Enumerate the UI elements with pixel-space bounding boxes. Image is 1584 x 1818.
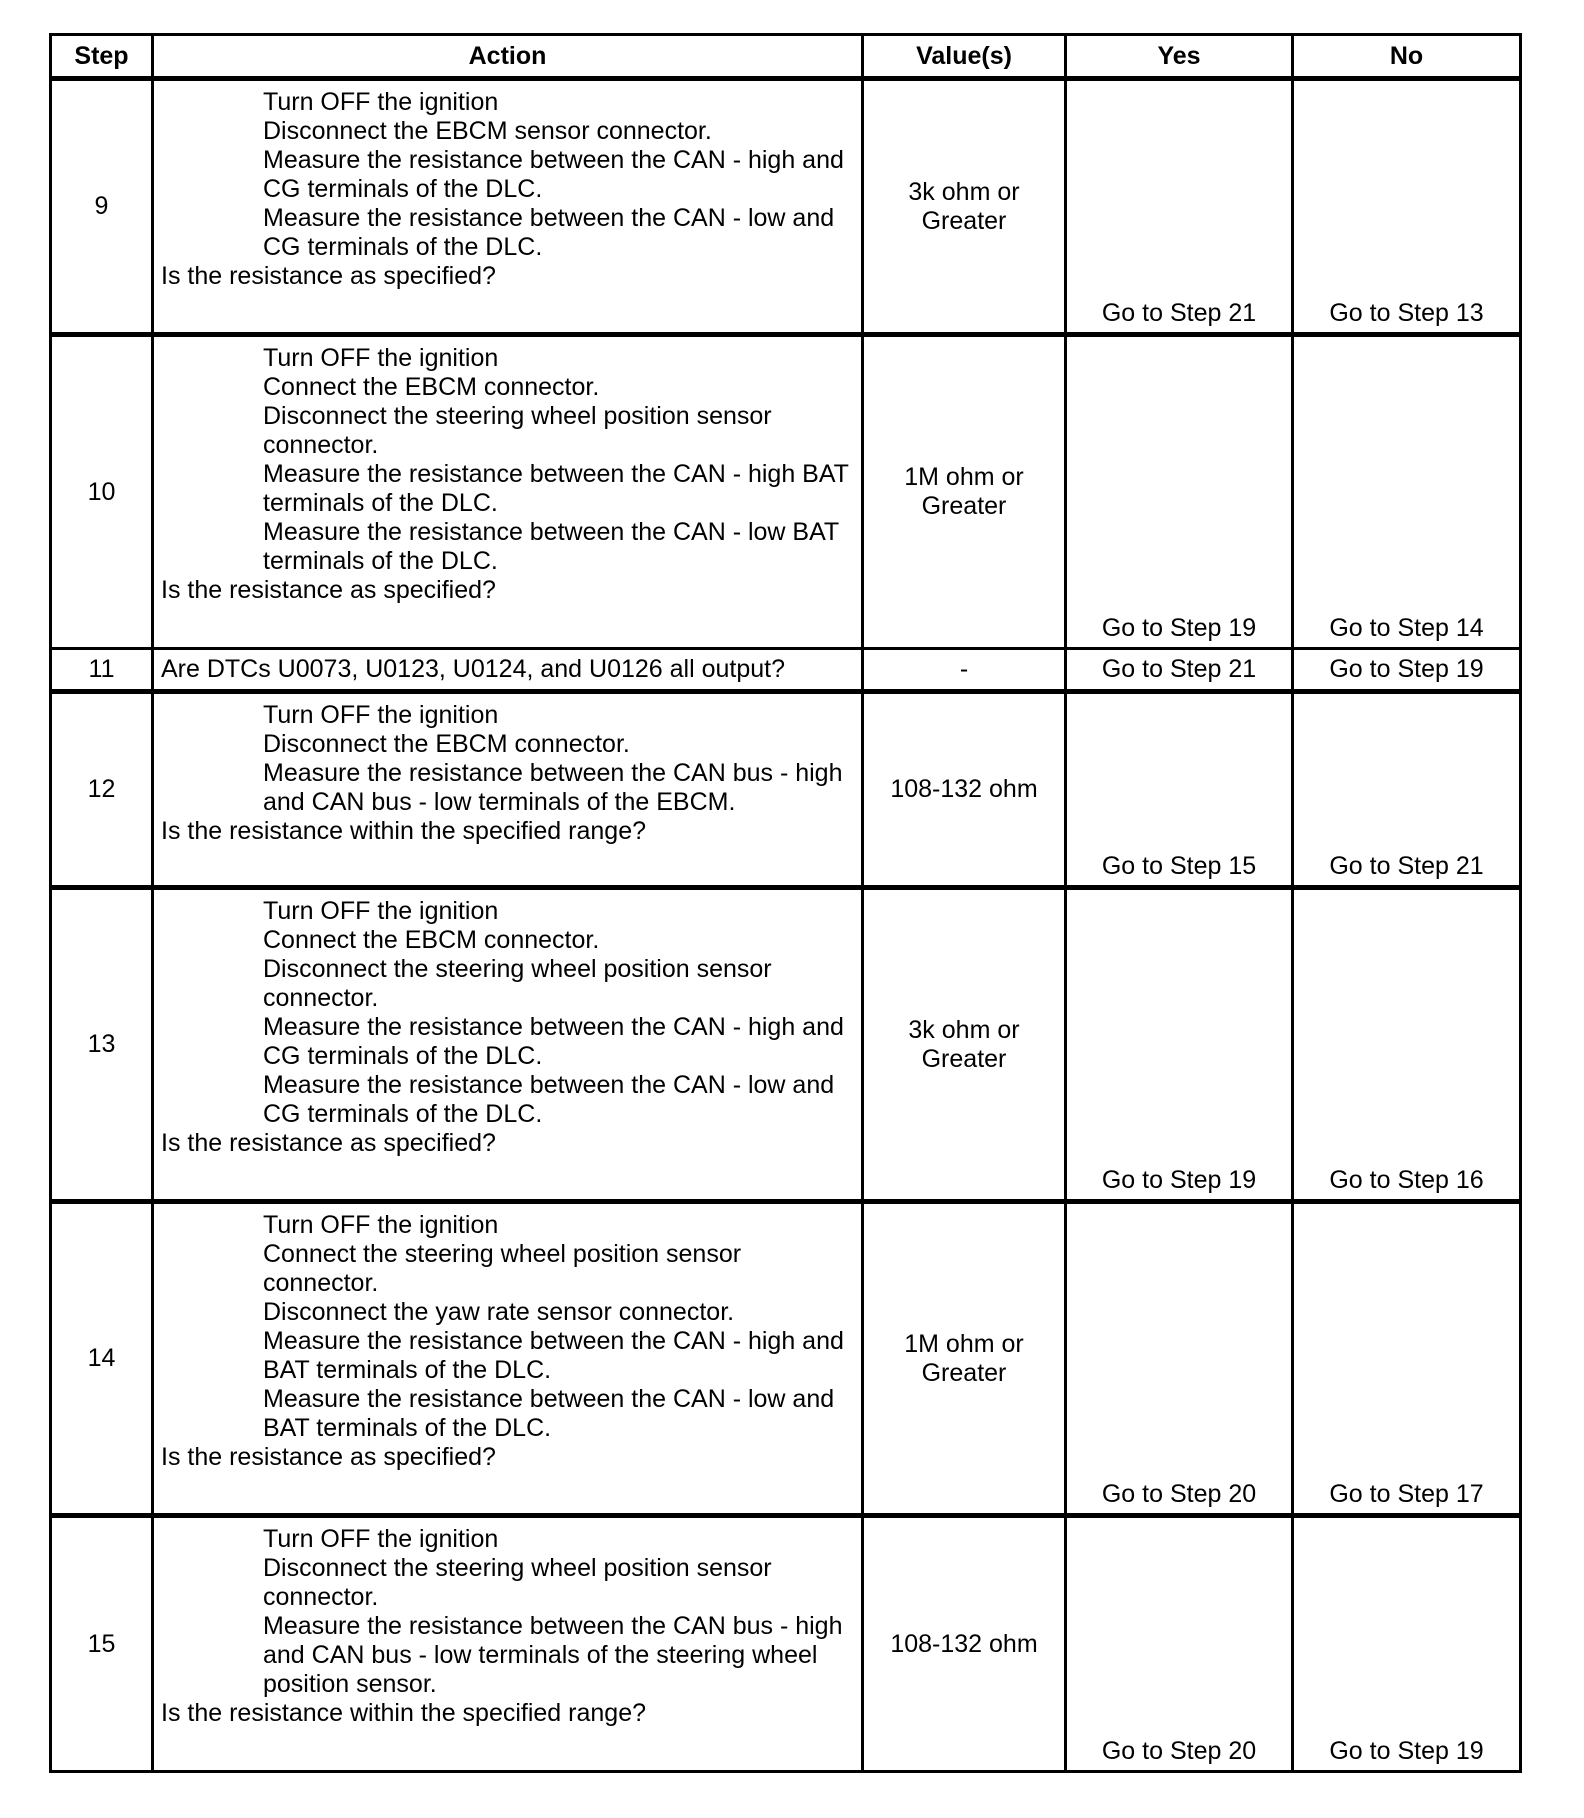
action-cell xyxy=(153,79,863,335)
yes-result: Go to Step 19 xyxy=(1066,335,1293,649)
value-line: 3k ohm or xyxy=(908,177,1020,206)
action-steps xyxy=(154,694,861,817)
header-action: Action xyxy=(153,35,863,79)
action-question: Is the resistance as specified? xyxy=(161,1443,496,1471)
value-line: Greater xyxy=(921,492,1007,520)
step-number: 12 xyxy=(51,692,153,888)
no-result: Go to Step 21 xyxy=(1293,692,1521,888)
action-steps xyxy=(154,890,861,1129)
diagnostic-table xyxy=(49,33,1522,1773)
value-line: Greater xyxy=(921,1044,1007,1073)
action-question: Is the resistance as specified? xyxy=(161,576,496,604)
action-question: Is the resistance as specified? xyxy=(161,1129,496,1157)
action-item: Disconnect the steering wheel position sensor connector. xyxy=(263,402,772,459)
header-row xyxy=(51,35,1521,79)
step-number: 9 xyxy=(51,79,153,335)
action-item: Turn OFF the ignition xyxy=(263,88,499,116)
header-no: No xyxy=(1293,35,1521,79)
action-steps xyxy=(154,1204,861,1443)
action-question: Is the resistance as specified? xyxy=(161,262,496,290)
action-item: Turn OFF the ignition xyxy=(263,1211,499,1239)
action-cell xyxy=(153,692,863,888)
action-item: Disconnect the EBCM sensor connector. xyxy=(263,117,712,145)
action-cell xyxy=(153,335,863,649)
yes-result: Go to Step 21 xyxy=(1066,79,1293,335)
action-question: Are DTCs U0073, U0123, U0124, and U0126 all output? xyxy=(153,649,863,692)
yes-result: Go to Step 20 xyxy=(1066,1516,1293,1772)
value-cell xyxy=(863,692,1066,888)
no-result: Go to Step 19 xyxy=(1293,1516,1521,1772)
step-number: 13 xyxy=(51,888,153,1202)
value-cell xyxy=(863,1202,1066,1516)
action-item: Measure the resistance between the CAN - low and BAT terminals of the DLC. xyxy=(263,1385,835,1442)
step-number: 11 xyxy=(51,649,153,692)
action-item: Measure the resistance between the CAN bus - high and CAN bus - low terminals of the steering wheel position sensor. xyxy=(263,1612,843,1698)
action-item: Connect the EBCM connector. xyxy=(263,926,600,954)
table-row xyxy=(51,79,1521,335)
action-item: Measure the resistance between the CAN - low BAT terminals of the DLC. xyxy=(263,518,839,575)
action-item: Disconnect the yaw rate sensor connector. xyxy=(263,1298,735,1326)
table-row xyxy=(51,649,1521,692)
action-item: Connect the steering wheel position sensor connector. xyxy=(263,1240,742,1297)
action-item: Measure the resistance between the CAN - low and CG terminals of the DLC. xyxy=(263,204,835,261)
action-steps xyxy=(154,1518,861,1699)
step-number: 15 xyxy=(51,1516,153,1772)
value-line: 3k ohm or xyxy=(908,1015,1020,1044)
action-item: Disconnect the steering wheel position sensor connector. xyxy=(263,1554,772,1611)
action-item: Connect the EBCM connector. xyxy=(263,373,600,401)
value-line: - xyxy=(959,655,969,683)
value-line: 108-132 ohm xyxy=(890,775,1038,803)
header-yes: Yes xyxy=(1066,35,1293,79)
action-item: Turn OFF the ignition xyxy=(263,1525,499,1553)
value-cell xyxy=(863,1516,1066,1772)
action-item: Disconnect the steering wheel position sensor connector. xyxy=(263,955,772,1012)
value-line: 1M ohm or xyxy=(904,1329,1024,1358)
yes-result: Go to Step 19 xyxy=(1066,888,1293,1202)
action-item: Measure the resistance between the CAN - high BAT terminals of the DLC. xyxy=(263,460,849,517)
action-cell xyxy=(153,1516,863,1772)
value-cell xyxy=(863,79,1066,335)
action-cell xyxy=(153,888,863,1202)
action-steps xyxy=(154,81,861,262)
action-item: Measure the resistance between the CAN - high and BAT terminals of the DLC. xyxy=(263,1327,844,1384)
table-row xyxy=(51,692,1521,888)
step-number: 14 xyxy=(51,1202,153,1516)
no-result: Go to Step 19 xyxy=(1293,649,1521,692)
action-item: Turn OFF the ignition xyxy=(263,344,499,372)
value-line: Greater xyxy=(921,1358,1007,1387)
action-steps xyxy=(154,337,861,576)
value-line: 108-132 ohm xyxy=(890,1629,1038,1658)
value-line: 1M ohm or xyxy=(904,463,1024,491)
value-line: Greater xyxy=(921,206,1007,235)
action-question: Is the resistance within the specified range? xyxy=(161,1699,646,1727)
action-cell xyxy=(153,1202,863,1516)
action-item: Turn OFF the ignition xyxy=(263,897,499,925)
value-cell xyxy=(863,649,1066,692)
action-item: Measure the resistance between the CAN - low and CG terminals of the DLC. xyxy=(263,1071,835,1128)
value-cell xyxy=(863,335,1066,649)
no-result: Go to Step 17 xyxy=(1293,1202,1521,1516)
table-row xyxy=(51,888,1521,1202)
no-result: Go to Step 16 xyxy=(1293,888,1521,1202)
yes-result: Go to Step 21 xyxy=(1066,649,1293,692)
table-row xyxy=(51,335,1521,649)
header-values: Value(s) xyxy=(863,35,1066,79)
step-number: 10 xyxy=(51,335,153,649)
table-row xyxy=(51,1516,1521,1772)
table-row xyxy=(51,1202,1521,1516)
value-cell xyxy=(863,888,1066,1202)
yes-result: Go to Step 15 xyxy=(1066,692,1293,888)
action-item: Measure the resistance between the CAN - high and CG terminals of the DLC. xyxy=(263,1013,844,1070)
action-item: Disconnect the EBCM connector. xyxy=(263,730,630,758)
no-result: Go to Step 13 xyxy=(1293,79,1521,335)
action-item: Turn OFF the ignition xyxy=(263,701,499,729)
header-step: Step xyxy=(51,35,153,79)
yes-result: Go to Step 20 xyxy=(1066,1202,1293,1516)
action-item: Measure the resistance between the CAN - high and CG terminals of the DLC. xyxy=(263,146,844,203)
no-result: Go to Step 14 xyxy=(1293,335,1521,649)
action-item: Measure the resistance between the CAN bus - high and CAN bus - low terminals of the EBCM. xyxy=(263,759,843,816)
action-question: Is the resistance within the specified range? xyxy=(161,817,646,845)
table-body xyxy=(51,79,1521,1772)
